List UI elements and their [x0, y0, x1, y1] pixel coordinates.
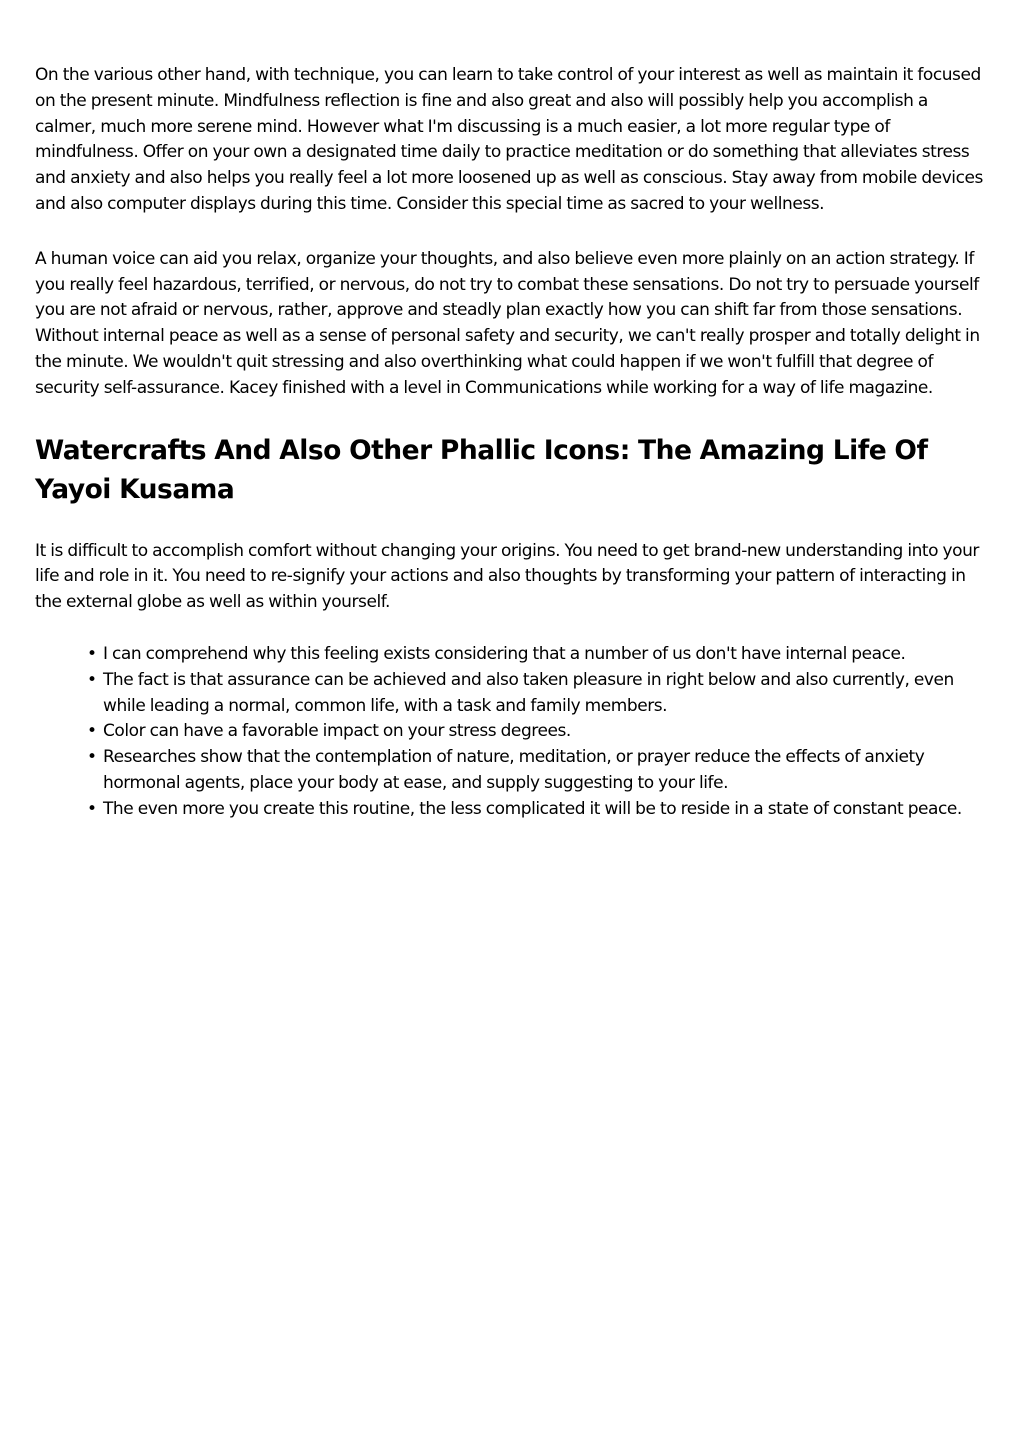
- list-item: [87, 668, 990, 720]
- body-paragraph: A human voice can aid you relax, organize your thoughts, and also believe even more plainly on an action strategy. If you really feel hazardous, terrified, or nervous, do not try to combat these sensations. Do not try to persuade yourself you are not afraid or nervous, rather, approve and steadly plan exactly how you can shift far from those sensations. Without internal peace as well as a sense of personal safety and security, we can't really prosper and totally delight in the minute. We wouldn't quit stressing and also overthinking what could happen if we won't fulfill that degree of security self-assurance. Kacey finished with a level in Communications while working for a way of life magazine.: [35, 248, 980, 398]
- list-item: [87, 745, 990, 797]
- bullet-list: [35, 642, 990, 823]
- list-item-text: Color can have a favorable impact on your stress degrees.: [103, 721, 571, 742]
- list-item-text: The fact is that assurance can be achieved and also taken pleasure in right below and also currently, even while leading a normal, common life, with a task and family members.: [103, 669, 954, 716]
- list-item-text: Researches show that the contemplation of nature, meditation, or prayer reduce the effects of anxiety hormonal agents, place your body at ease, and supply suggesting to your life.: [103, 747, 925, 793]
- bullet-icon: •: [87, 669, 97, 690]
- section-heading: Watercrafts And Also Other Phallic Icons: The Amazing Life Of Yayoi Kusama: [35, 434, 928, 505]
- bullet-icon: •: [87, 747, 97, 768]
- list-item: [87, 797, 990, 823]
- article-body: [35, 63, 990, 823]
- bullet-icon: •: [87, 721, 97, 742]
- list-item: [87, 719, 990, 745]
- body-paragraph: On the various other hand, with technique, you can learn to take control of your interest as well as maintain it focused on the present minute. Mindfulness reflection is fine and also great and also will possibly help you accomplish a calmer, much more serene mind. However what I'm discussing is a much easier, a lot more regular type of mindfulness. Offer on your own a designated time daily to practice meditation or do something that alleviates stress and anxiety and also helps you really feel a lot more loosened up as well as conscious. Stay away from mobile devices and also computer displays during this time. Consider this special time as sacred to your wellness.: [35, 65, 983, 214]
- list-item: [87, 642, 990, 668]
- bullet-icon: •: [87, 798, 97, 819]
- body-paragraph: It is difficult to accomplish comfort without changing your origins. You need to get brand-new understanding into your life and role in it. You need to re-signify your actions and also thoughts by transforming your pattern of interacting in the external globe as well as within yourself.: [35, 540, 979, 613]
- list-item-text: The even more you create this routine, the less complicated it will be to reside in a state of constant peace.: [103, 798, 962, 819]
- list-item-text: I can comprehend why this feeling exists considering that a number of us don't have internal peace.: [103, 643, 906, 664]
- bullet-icon: •: [87, 643, 97, 664]
